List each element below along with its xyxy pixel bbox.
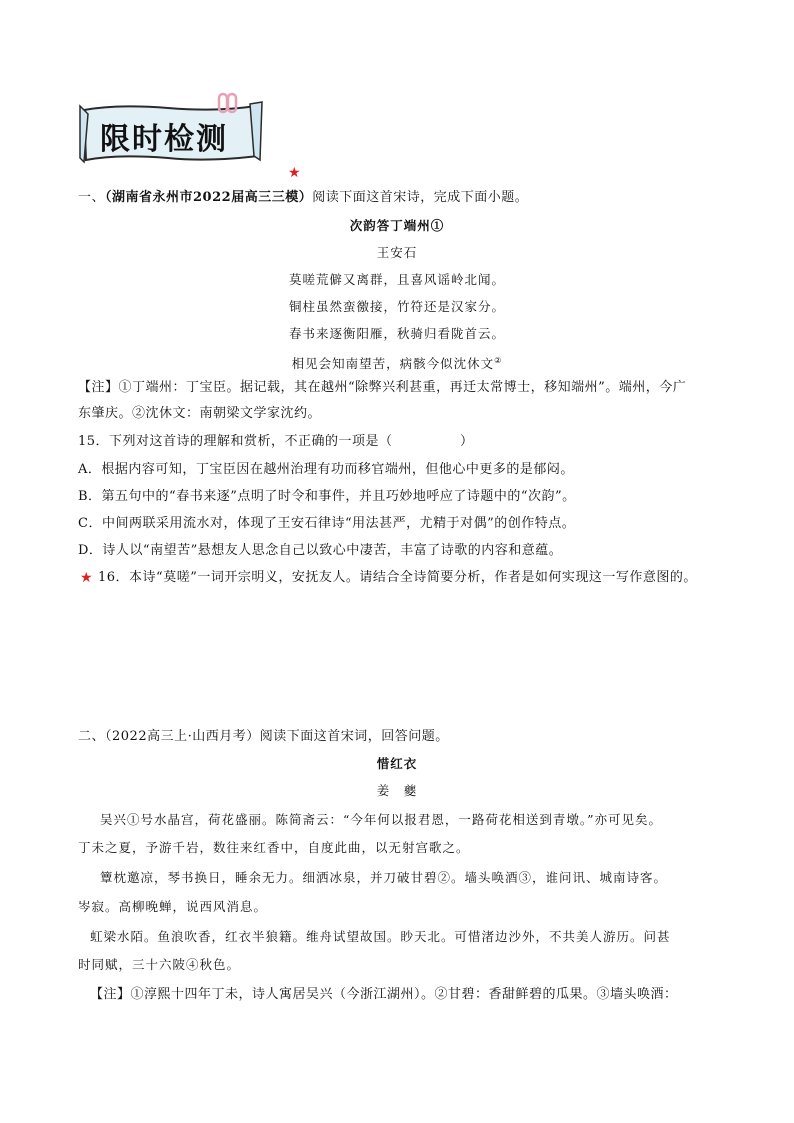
ci-line: 时同赋，三十六陂④秋色。 bbox=[78, 957, 241, 972]
ci-author: 姜 夔 bbox=[376, 783, 418, 798]
paperclip-icon bbox=[216, 92, 240, 114]
section2-instruction: 阅读下面这首宋词，回答问题。 bbox=[259, 729, 449, 744]
ci-line: 岑寂。高柳晚蝉，说西风消息。 bbox=[78, 899, 268, 914]
section1-instruction: 阅读下面这首宋诗，完成下面小题。 bbox=[312, 190, 529, 205]
poem-line: 相见会知南望苦，病骸今似沈休文 bbox=[291, 356, 495, 372]
poem-title: 次韵答丁端州① bbox=[349, 218, 445, 233]
footnote-mark: ② bbox=[494, 356, 503, 365]
star-icon: ★ bbox=[288, 165, 301, 181]
option-a: A．根据内容可知，丁宝臣因在越州治理有功而移官端州，但他心中更多的是郁闷。 bbox=[78, 462, 574, 477]
section2-note: 【注】①淳熙十四年丁未，诗人寓居吴兴（今浙江湖州）。②甘碧：香甜鲜碧的瓜果。③墙头唤酒： bbox=[90, 987, 678, 1002]
ci-line: 虹梁水陌。鱼浪吹香，红衣半狼籍。维舟试望故国。眇天北。可惜渚边沙外，不共美人游历。问甚 bbox=[90, 929, 671, 944]
ci-line: 簟枕邀凉，琴书换日，睡余无力。细洒冰泉，并刀破甘碧②。墙头唤酒③，谁问讯、城南诗客。 bbox=[100, 870, 668, 885]
option-b: B．第五句中的“春书来逐”点明了时令和事件，并且巧妙地呼应了诗题中的“次韵”。 bbox=[78, 489, 576, 504]
note-line: 东肇庆。②沈休文：南朝梁文学家沈约。 bbox=[78, 406, 322, 421]
ci-title: 惜红衣 bbox=[376, 756, 418, 771]
poem-line: 春书来逐衡阳雁，秋骑归看陇首云。 bbox=[288, 326, 505, 341]
section2-number: 二、 bbox=[78, 729, 106, 744]
preface-line: 吴兴①号水晶宫，荷花盛丽。陈简斋云：“今年何以报君恩，一路荷花相送到青墩。”亦可见矣。 bbox=[100, 812, 663, 827]
poem-line: 莫嗟荒僻又离群，且喜风谣岭北闻。 bbox=[288, 272, 505, 287]
banner-title: 限时检测 bbox=[100, 122, 228, 157]
poem-line: 铜柱虽然蛮徼接，竹符还是汉家分。 bbox=[288, 299, 505, 314]
note-line: 【注】①丁端州：丁宝臣。据记载，其在越州“除弊兴利甚重，再迁太常博士，移知端州”。端州，今广 bbox=[78, 380, 687, 395]
section1-intro bbox=[78, 188, 528, 208]
section1-number: 一、 bbox=[78, 190, 106, 205]
option-d: D．诗人以“南望苦”悬想友人思念自己以致心中凄苦，丰富了诗歌的内容和意蕴。 bbox=[78, 543, 563, 558]
section2-source: （2022高三上·山西月考） bbox=[105, 729, 260, 744]
star-icon: ★ bbox=[80, 570, 93, 586]
option-c: C．中间两联采用流水对，体现了王安石律诗“用法甚严，尤精于对偶”的创作特点。 bbox=[78, 516, 576, 531]
poem-line-last bbox=[0, 351, 794, 374]
question-16: 16．本诗“莫嗟”一词开宗明义，安抚友人。请结合全诗简要分析，作者是如何实现这一写作意图的。 bbox=[98, 570, 697, 585]
section2-intro bbox=[78, 727, 449, 747]
section1-source: （湖南省永州市2022届高三三模） bbox=[105, 190, 313, 205]
section-banner bbox=[78, 100, 264, 166]
preface-line: 丁未之夏，予游千岩，数往来红香中，自度此曲，以无射宫歌之。 bbox=[78, 840, 470, 855]
question-15: 15．下列对这首诗的理解和赏析，不正确的一项是（ ） bbox=[78, 434, 474, 449]
poem-author: 王安石 bbox=[376, 245, 418, 260]
